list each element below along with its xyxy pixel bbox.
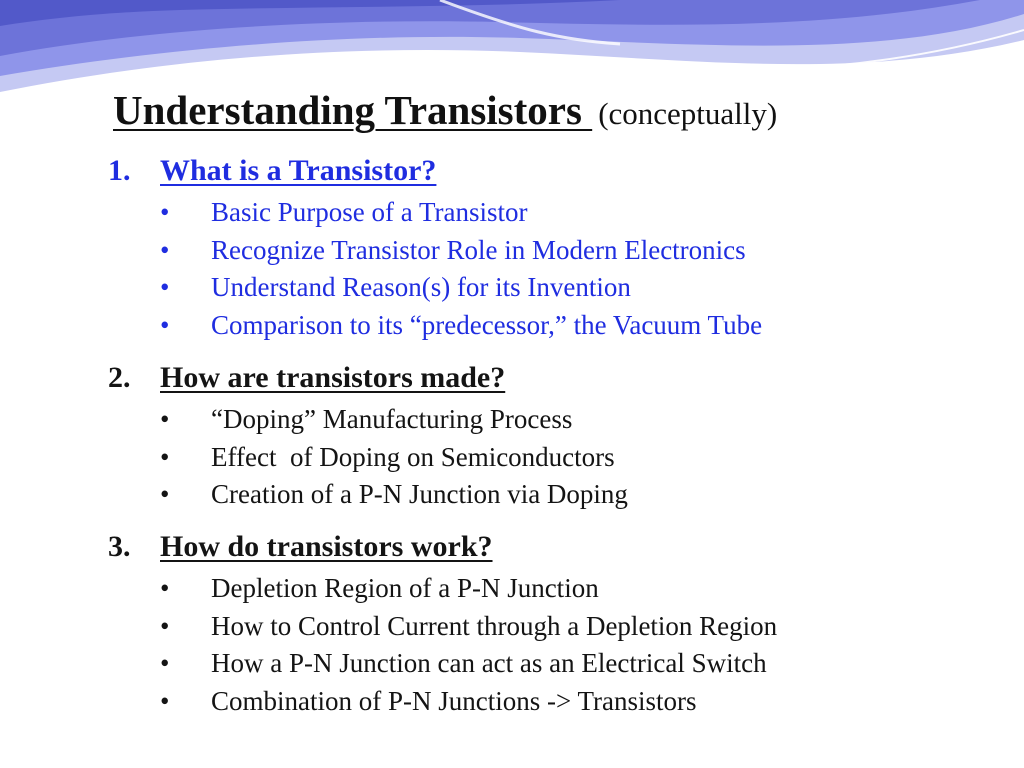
list-item-text: Combination of P-N Junctions -> Transistors <box>211 685 697 716</box>
list-item <box>160 439 628 477</box>
bullet-icon: • <box>160 685 170 716</box>
section-3-list <box>160 570 777 720</box>
bullet-icon: • <box>160 648 170 678</box>
list-item-text: Depletion Region of a P-N Junction <box>211 573 599 603</box>
bullet-icon: • <box>160 309 170 340</box>
list-item <box>160 683 777 721</box>
bullet-icon: • <box>160 479 170 509</box>
list-item <box>160 570 777 608</box>
list-item-text: “Doping” Manufacturing Process <box>211 404 573 434</box>
list-item-text: Understand Reason(s) for its Invention <box>211 272 631 302</box>
list-item <box>160 232 762 270</box>
bullet-icon: • <box>160 234 170 265</box>
slide-title-subtitle: (conceptually) <box>598 96 778 131</box>
list-item <box>160 401 628 439</box>
list-item-text: Creation of a P-N Junction via Doping <box>211 479 628 509</box>
section-number-1: 1. <box>108 154 131 187</box>
list-item <box>160 194 762 232</box>
slide-title <box>113 86 777 134</box>
list-item-text: Basic Purpose of a Transistor <box>211 197 528 227</box>
list-item-text: Effect of Doping on Semiconductors <box>211 441 615 472</box>
bullet-icon: • <box>160 610 170 641</box>
list-item <box>160 645 777 683</box>
bullet-icon: • <box>160 441 170 472</box>
section-heading-text-3: How do transistors work? <box>160 530 493 563</box>
section-1-list <box>160 194 762 344</box>
slide-title-main: Understanding Transistors <box>113 87 593 133</box>
list-item-text: How a P-N Junction can act as an Electrical Switch <box>211 648 767 678</box>
bullet-icon: • <box>160 197 170 227</box>
list-item <box>160 307 762 345</box>
section-heading-1 <box>108 154 436 188</box>
section-heading-text-2: How are transistors made? <box>160 361 506 394</box>
bullet-icon: • <box>160 573 170 603</box>
list-item <box>160 608 777 646</box>
section-number-3: 3. <box>108 530 131 563</box>
section-number-2: 2. <box>108 361 131 394</box>
section-heading-2 <box>108 361 505 395</box>
section-heading-text-1: What is a Transistor? <box>160 154 437 187</box>
list-item-text: How to Control Current through a Depletion Region <box>211 610 778 641</box>
bullet-icon: • <box>160 404 170 434</box>
section-2-list <box>160 401 628 514</box>
bullet-icon: • <box>160 272 170 302</box>
list-item <box>160 269 762 307</box>
list-item-text: Recognize Transistor Role in Modern Electronics <box>211 234 746 265</box>
list-item-text: Comparison to its “predecessor,” the Vacuum Tube <box>211 309 763 340</box>
list-item <box>160 476 628 514</box>
section-heading-3 <box>108 530 493 564</box>
